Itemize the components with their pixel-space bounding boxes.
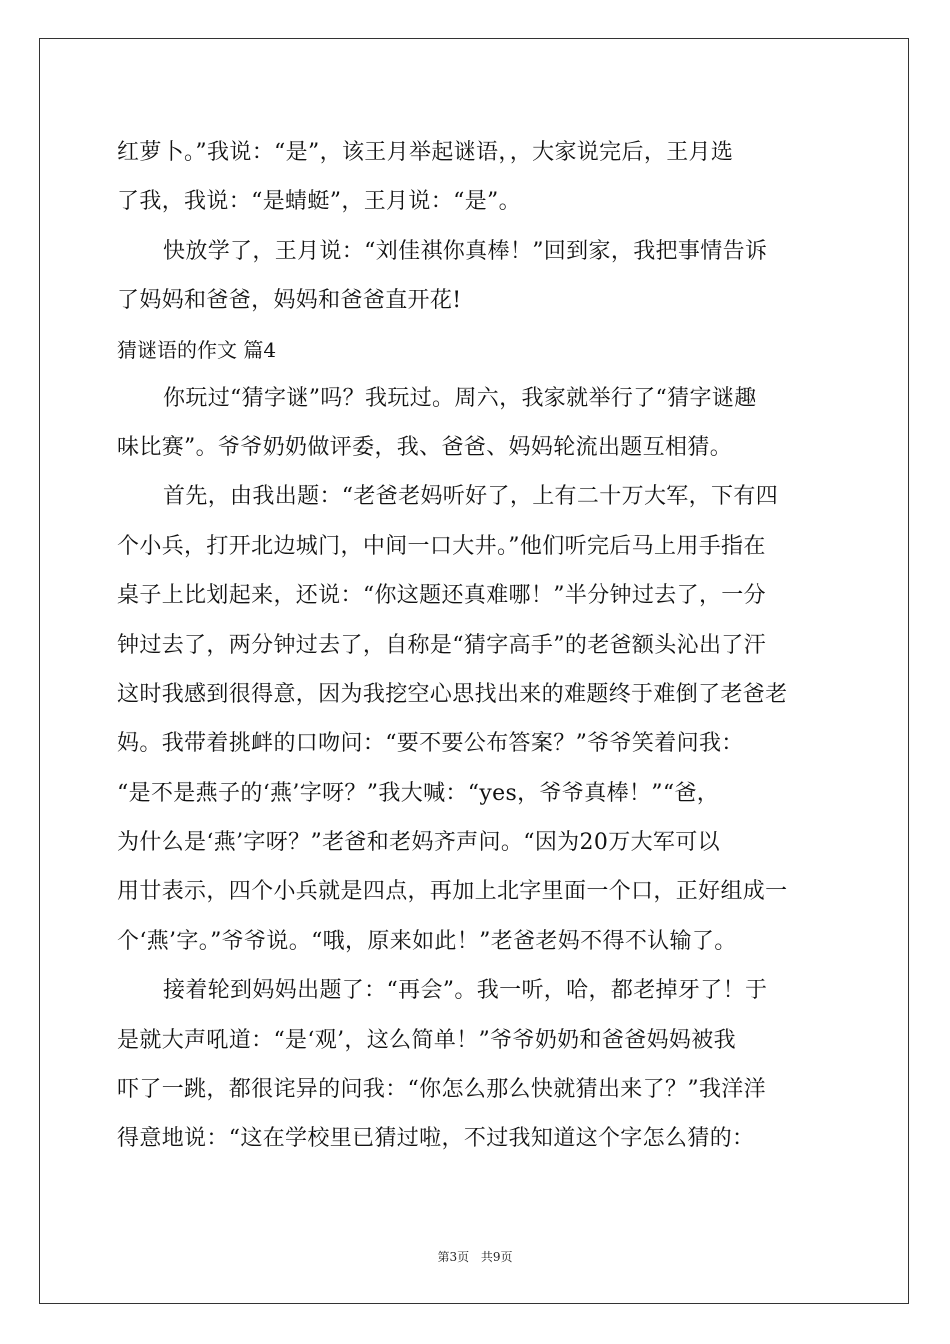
- text-line: 了妈妈和爸爸，妈妈和爸爸直开花!: [117, 288, 462, 314]
- text-line: 吓了一跳，都很诧异的问我：“你怎么那么快就猜出来了？”我洋洋: [117, 1077, 766, 1103]
- text-line: 接着轮到妈妈出题了：“再会”。我一听，哈，都老掉牙了！于: [163, 978, 768, 1004]
- text-line: 味比赛”。爷爷奶奶做评委，我、爸爸、妈妈轮流出题互相猜。: [117, 434, 733, 460]
- text-line: “是不是燕子的‘燕’字呀？”我大喊：“yes，爷爷真棒！”“爸，: [117, 780, 720, 806]
- text-line: 个‘燕’字。”爷爷说。“哦，原来如此！”老爸老妈不得不认输了。: [117, 928, 737, 954]
- text-line: 钟过去了，两分钟过去了，自称是“猜字高手”的老爸额头沁出了汗: [117, 632, 766, 658]
- page-footer: [0, 1248, 950, 1265]
- text-line: 这时我感到很得意，因为我挖空心思找出来的难题终于难倒了老爸老: [117, 681, 788, 707]
- text-line: 快放学了，王月说：“刘佳祺你真棒！”回到家，我把事情告诉: [163, 238, 768, 264]
- text-line: 得意地说：“这在学校里已猜过啦，不过我知道这个字怎么猜的：: [117, 1126, 755, 1152]
- text-line: 你玩过“猜字谜”吗？我玩过。周六，我家就举行了“猜字谜趣: [163, 385, 757, 411]
- text-line: 个小兵，打开北边城门，中间一口大井。”他们听完后马上用手指在: [117, 533, 766, 559]
- text-line: 红萝卜。”我说：“是”，该王月举起谜语，，大家说完后，王月选: [117, 140, 734, 165]
- text-line: 了我，我说：“是蜻蜓”，王月说：“是”。: [117, 189, 521, 215]
- text-line: 桌子上比划起来，还说：“你这题还真难哪！”半分钟过去了，一分: [117, 583, 766, 609]
- text-line: 用廿表示，四个小兵就是四点，再加上北字里面一个口，正好组成一: [117, 879, 788, 905]
- text-line: 妈。我带着挑衅的口吻问：“要不要公布答案？”爷爷笑着问我：: [117, 731, 744, 757]
- text-line: 是就大声吼道：“是‘观’，这么简单！”爷爷奶奶和爸爸妈妈被我: [117, 1027, 736, 1053]
- section-heading: 猜谜语的作文 篇4: [117, 337, 277, 362]
- page-number: 第3页: [437, 1250, 470, 1264]
- text-line: 为什么是‘燕’字呀？”老爸和老妈齐声问。“因为20万大军可以: [117, 830, 720, 856]
- document-body: [117, 128, 837, 1164]
- page-total: 共9页: [480, 1250, 513, 1264]
- text-line: 首先，由我出题：“老爸老妈听好了，上有二十万大军，下有四: [163, 484, 779, 510]
